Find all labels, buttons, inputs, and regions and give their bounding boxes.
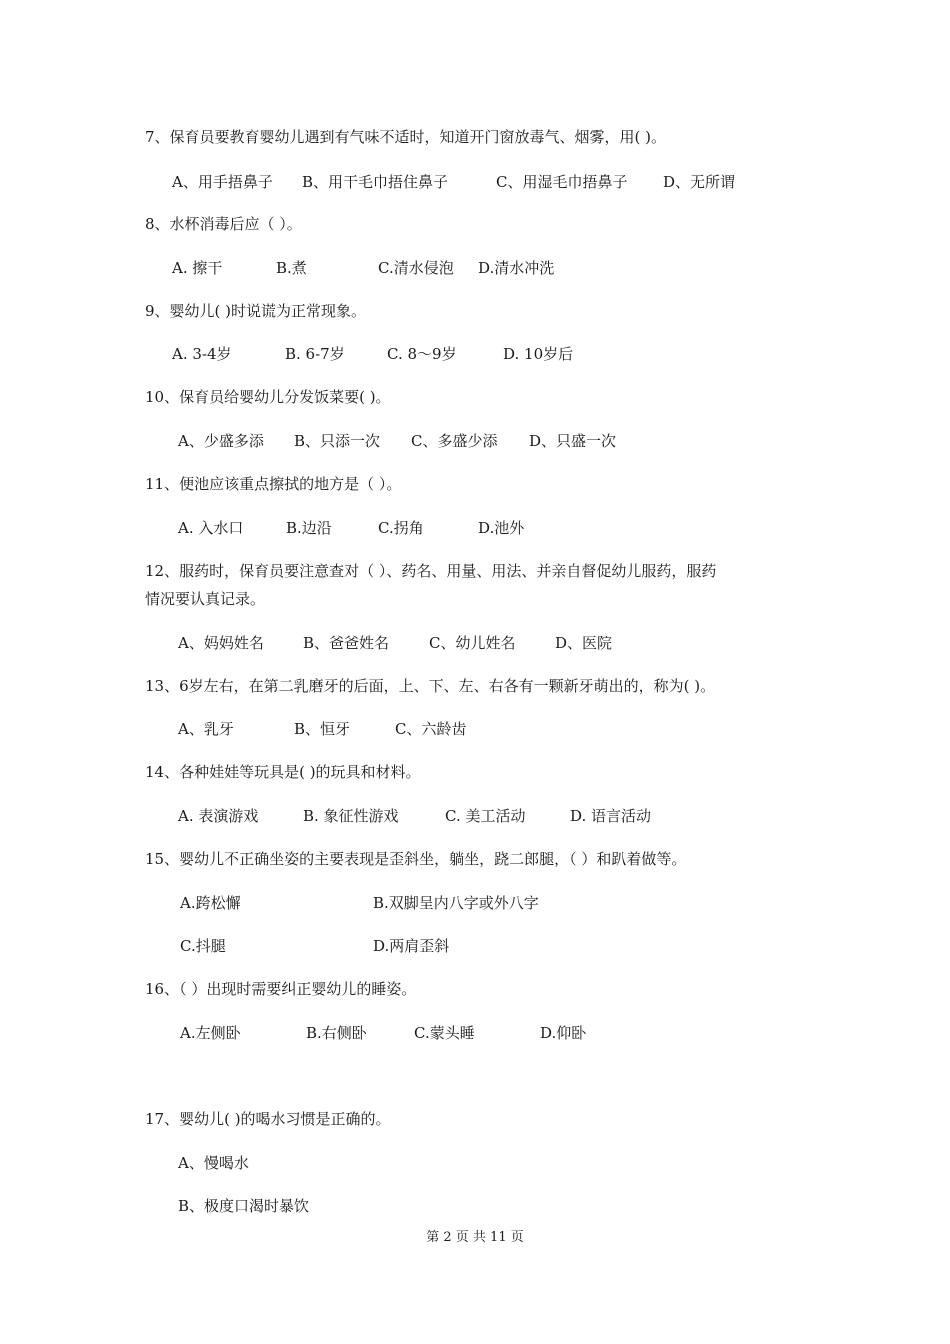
question-14-option-a: A. 表演游戏: [178, 807, 259, 825]
question-10-stem: 10、保育员给婴幼儿分发饭菜要( )。: [145, 388, 391, 406]
question-17-stem: 17、婴幼儿( )的喝水习惯是正确的。: [145, 1110, 391, 1128]
question-7-stem: 7、保育员要教育婴幼儿遇到有气味不适时，知道开门窗放毒气、烟雾，用( )。: [145, 128, 667, 146]
question-13-option-c: C、六龄齿: [395, 720, 467, 738]
question-11-stem: 11、便池应该重点擦拭的地方是（ ）。: [145, 475, 402, 493]
question-14-option-d: D. 语言活动: [570, 807, 652, 825]
question-17-option-b: B、极度口渴时暴饮: [178, 1197, 310, 1215]
question-10-option-b: B、只添一次: [294, 432, 381, 450]
question-7-option-a: A、用手捂鼻子: [172, 173, 273, 191]
question-12-option-a: A、妈妈姓名: [178, 634, 264, 652]
question-14-stem: 14、各种娃娃等玩具是( )的玩具和材料。: [145, 763, 421, 781]
question-9-option-b: B. 6-7岁: [285, 345, 345, 363]
question-12-stem-line-1: 12、服药时，保育员要注意查对（ ）、药名、用量、用法、并亲自督促幼儿服药，服药: [145, 562, 717, 580]
question-10-option-d: D、只盛一次: [529, 432, 617, 450]
page-number: 第 2 页 共 11 页: [426, 1230, 524, 1245]
question-10-option-c: C、多盛少添: [411, 432, 498, 450]
question-11-option-b: B.边沿: [286, 519, 332, 537]
question-16-option-c: C.蒙头睡: [414, 1024, 475, 1042]
question-15-stem: 15、婴幼儿不正确坐姿的主要表现是歪斜坐，躺坐，跷二郎腿，（ ）和趴着做等。: [145, 850, 687, 868]
question-11-option-a: A. 入水口: [178, 519, 244, 537]
question-12-option-c: C、幼儿姓名: [429, 634, 516, 652]
question-14-option-c: C. 美工活动: [445, 807, 526, 825]
question-9-option-a: A. 3-4岁: [172, 345, 232, 363]
question-10-option-a: A、少盛多添: [178, 432, 264, 450]
question-13-option-b: B、恒牙: [294, 720, 351, 738]
question-9-stem: 9、婴幼儿( )时说谎为正常现象。: [145, 302, 367, 320]
question-16-option-a: A.左侧卧: [180, 1024, 241, 1042]
question-7-option-b: B、用干毛巾捂住鼻子: [302, 173, 449, 191]
question-12-option-d: D、医院: [555, 634, 613, 652]
question-16-option-d: D.仰卧: [540, 1024, 587, 1042]
question-7-option-d: D、无所谓: [663, 173, 736, 191]
question-11-option-c: C.拐角: [378, 519, 424, 537]
question-17-option-a: A、慢喝水: [178, 1154, 249, 1172]
question-9-option-d: D. 10岁后: [503, 345, 574, 363]
question-8-option-a: A. 擦干: [172, 259, 223, 277]
question-12-stem-line-2: 情况要认真记录。: [145, 590, 266, 608]
question-11-option-d: D.池外: [478, 519, 525, 537]
question-13-stem: 13、6岁左右，在第二乳磨牙的后面，上、下、左、右各有一颗新牙萌出的，称为( )。: [145, 677, 716, 695]
question-15-option-b: B.双脚呈内八字或外八字: [373, 894, 539, 912]
question-7-option-c: C、用湿毛巾捂鼻子: [496, 173, 628, 191]
question-13-option-a: A、乳牙: [178, 720, 234, 738]
question-8-option-b: B.煮: [276, 259, 307, 277]
question-12-option-b: B、爸爸姓名: [303, 634, 390, 652]
question-15-option-a: A.跨松懈: [180, 894, 241, 912]
question-9-option-c: C. 8～9岁: [387, 345, 457, 363]
question-8-stem: 8、水杯消毒后应（ ）。: [145, 215, 302, 233]
question-8-option-d: D.清水冲洗: [478, 259, 555, 277]
question-8-option-c: C.清水侵泡: [378, 259, 454, 277]
question-14-option-b: B. 象征性游戏: [303, 807, 399, 825]
question-16-option-b: B.右侧卧: [306, 1024, 367, 1042]
question-16-stem: 16、（ ）出现时需要纠正婴幼儿的睡姿。: [145, 980, 417, 998]
question-15-option-c: C.抖腿: [180, 937, 226, 955]
question-15-option-d: D.两肩歪斜: [373, 937, 450, 955]
